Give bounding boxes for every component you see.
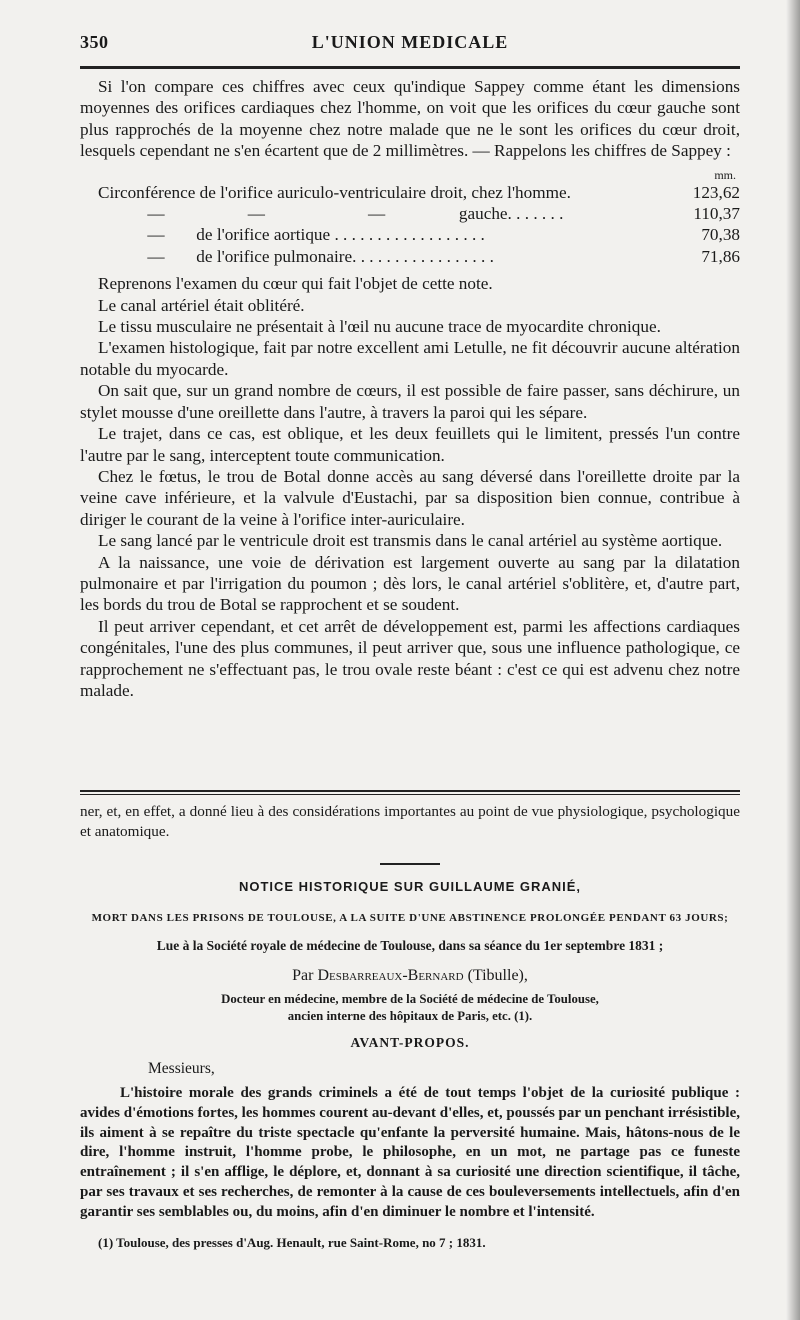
- journal-title: L'UNION MEDICALE: [311, 32, 509, 52]
- notice-title: NOTICE HISTORIQUE SUR GUILLAUME GRANIÉ,: [238, 879, 582, 894]
- salutation: Messieurs,: [148, 1059, 215, 1077]
- row-label: de l'orifice pulmonaire. . . . . . . . . . . . . . . . .: [196, 246, 494, 266]
- author-credentials-line: Docteur en médecine, membre de la Société de médecine de Toulouse,: [221, 992, 599, 1006]
- feuilleton-continuation: ner, et, en effet, a donné lieu à des considérations importantes au point de vue physiologique, psychologique et anatomique.: [80, 803, 740, 840]
- body-paragraph: Le tissu musculaire ne présentait à l'œil nu aucune trace de myocardite chronique.: [98, 317, 661, 337]
- section-divider: [380, 863, 440, 865]
- intro-paragraph: Si l'on compare ces chiffres avec ceux qu'indique Sappey comme étant les dimensions moyennes des orifices cardiaques chez l'homme, on voit que les orifices du cœur gauche sont plus rapprochés de la moyenne chez notre malade que ne le sont les orifices du cœur droit, lesquels cependant ne s'en écartent que de 2 millimètres. — Rappelons les chiffres de Sappey :: [80, 77, 740, 161]
- table-unit: mm.: [714, 167, 736, 182]
- footnote: (1) Toulouse, des presses d'Aug. Henault, rue Saint-Rome, no 7 ; 1831.: [98, 1234, 486, 1250]
- table-row: [80, 203, 740, 224]
- body-paragraph: Chez le fœtus, le trou de Botal donne accès au sang déversé dans l'oreillette droite par la veine cave inférieure, et la valvule d'Eustachi, par sa disposition bien connue, contribue à diriger le courant de la veine à l'orifice inter-auriculaire.: [80, 466, 740, 529]
- header-rule: [80, 66, 740, 69]
- body-paragraph: Reprenons l'examen du cœur qui fait l'objet de cette note.: [98, 274, 493, 294]
- row-label: gauche. . . . . . .: [458, 204, 564, 224]
- body-paragraph: L'examen histologique, fait par notre excellent ami Letulle, ne fit découvrir aucune altération notable du myocarde.: [80, 338, 740, 379]
- row-value: 71,86: [701, 246, 740, 266]
- author-credentials-line: ancien interne des hôpitaux de Paris, etc. (1).: [287, 1009, 533, 1023]
- table-row: [80, 182, 740, 203]
- row-label: Circonférence de l'orifice auriculo-ventriculaire droit, chez l'homme.: [98, 182, 571, 202]
- reading-note: Lue à la Société royale de médecine de Toulouse, dans sa séance du 1er septembre 1831 ;: [156, 938, 664, 953]
- ditto-dash: —: [247, 204, 265, 224]
- feuilleton-rule: [80, 790, 740, 795]
- row-value: 110,37: [693, 204, 740, 224]
- body-paragraph: On sait que, sur un grand nombre de cœurs, il est possible de faire passer, sans déchirure, un stylet mousse d'une oreillette dans l'autre, à travers la paroi qui les sépare.: [80, 381, 740, 422]
- row-value: 70,38: [701, 225, 740, 245]
- sappey-figures-table: [80, 168, 740, 268]
- table-row: [80, 246, 740, 267]
- author-suffix: (Tibulle),: [467, 966, 528, 984]
- row-label: de l'orifice aortique . . . . . . . . . . . . . . . . . .: [196, 225, 485, 245]
- body-paragraph: A la naissance, une voie de dérivation est largement ouverte au sang par la dilatation pulmonaire et par l'irrigation du poumon ; dès lors, le canal artériel s'oblitère, et, d'autre part, les bords du trou de Botal se rapprochent et se soudent.: [80, 552, 740, 615]
- table-row: [80, 224, 740, 245]
- row-value: 123,62: [692, 182, 740, 202]
- page-number: 350: [80, 32, 109, 52]
- ditto-dash: —: [147, 204, 165, 224]
- article-body: [80, 76, 740, 701]
- ditto-dash: —: [368, 204, 386, 224]
- author-name: Desbarreaux-Bernard: [317, 966, 464, 984]
- page-header: [80, 32, 740, 60]
- notice-subtitle: MORT DANS LES PRISONS DE TOULOUSE, A LA SUITE D'UNE ABSTINENCE PROLONGÉE PENDANT 63 JOURS;: [91, 911, 729, 924]
- author-prefix: Par: [292, 966, 314, 984]
- feuilleton-paragraph: L'histoire morale des grands criminels a été de tout temps l'objet de la curiosité publique : avides d'émotions fortes, les hommes courent au-devant d'elles, et, poussés par un penchant irrésistible, ils aiment à se repaître du triste spectacle qu'enfante la perversité humaine. Mais, hâtons-nous de le dire, l'homme instruit, l'homme probe, le philosophe, en un mot, ne partage pas ce funeste entraînement ; il s'en afflige, le déplore, et, donnant à sa curiosité une direction scientifique, il tâche, par ses travaux et ses recherches, de remonter à la cause de ces bouleversements intellectuels, afin d'en garantir ses semblables ou, du moins, afin d'en diminuer le nombre et l'intensité.: [80, 1085, 740, 1220]
- body-paragraph: Le canal artériel était oblitéré.: [98, 295, 305, 315]
- ditto-dash: —: [147, 225, 165, 245]
- section-heading: AVANT-PROPOS.: [350, 1035, 470, 1050]
- body-paragraph: Le trajet, dans ce cas, est oblique, et les deux feuillets qui le limitent, pressés l'un contre l'autre par le sang, interceptent toute communication.: [80, 424, 740, 465]
- author-line: [80, 966, 740, 986]
- feuilleton-section: [80, 802, 740, 1252]
- ditto-dash: —: [147, 246, 165, 266]
- body-paragraph: Il peut arriver cependant, et cet arrêt de développement est, parmi les affections cardiaques congénitales, l'une des plus communes, il peut arriver que, sous une influence pathologique, ce rapprochement ne s'effectuant pas, le trou ovale reste béant : c'est ce qui est advenu chez notre malade.: [80, 616, 740, 700]
- page-edge-shadow: [786, 0, 800, 1320]
- body-paragraph: Le sang lancé par le ventricule droit est transmis dans le canal artériel au système aortique.: [98, 531, 723, 551]
- author-credentials: [80, 991, 740, 1025]
